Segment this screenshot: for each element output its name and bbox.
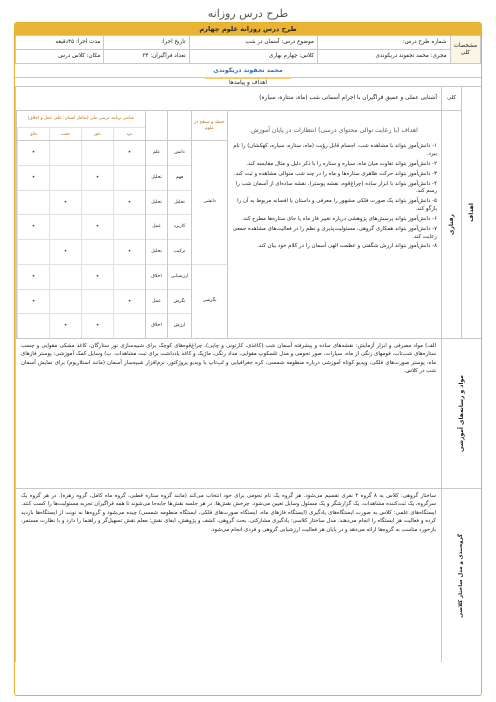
bullet-mark: • xyxy=(17,265,49,289)
behavioral-label: رفتاری xyxy=(447,213,455,236)
side-labels-column xyxy=(441,87,481,662)
domain-group-column xyxy=(191,111,227,338)
domain-cell: تحلیل xyxy=(168,191,191,216)
bullet-mark: • xyxy=(17,141,49,165)
bullet-mark: • xyxy=(49,314,81,338)
domain-cell: فهم xyxy=(168,166,191,191)
objective-item: ۸- دانش‌آموز بتواند ارزش شگفتی و عظمت الهی آسمان را در کلام خود بیان کند. xyxy=(257,243,437,250)
objective-item: ۱- دانش‌آموز بتواند با مشاهده شب، اجسام قابل رؤیت (ماه، ستاره، سیاره، کهکشان) را نام ببرد. xyxy=(233,143,437,158)
classroom-text: ساختار گروهی: کلاس به ۸ گروه ۴ نفری تقسیم می‌شود. هر گروه یک نام نجومی برای خود انتخاب می‌کند (مانند گروه ستاره قطبی، گروه ماه کامل، گروه زهره). در هر گروه یک سرگروه، یک ثبت‌کننده مشاهدات، یک گزارشگر و یک مسئول وسایل تعیین می‌شود. چرخش نقش‌ها: در هر جلسه نقش‌ها جابه‌جا می‌شوند تا همه فراگیران تجربه مسئولیت‌ها را کسب کنند. ایستگاه‌های علمی: کلاس به صورت ایستگاه‌های یادگیری (ایستگاه فازهای ماه، ایستگاه صورت‌های فلکی، ایستگاه منظومه شمسی) چیده می‌شود و گروه‌ها به نوبت از ایستگاه‌ها بازدید کرده و فعالیت هر ایستگاه را انجام می‌دهند. مدل ساختار کلاسی: یادگیری مشارکتی، بحث گروهی، کشف و پژوهش، ایفای نقش؛ معلم نقش تسهیل‌گر و راهنما را دارد و با نظارت مستمر، بازخورد مناسب به گروه‌ها ارائه می‌دهد و در پایان هر فعالیت ارزشیابی گروهی و فردی انجام می‌شود. xyxy=(21,493,436,533)
matrix-row xyxy=(17,265,145,290)
materials-label: مواد و رسانه‌های آموزشی xyxy=(457,375,465,452)
bullet-mark: • xyxy=(81,314,113,338)
grouping-label: گروه‌بندی و مدل ساختار کلاسی xyxy=(458,533,465,618)
bullet-mark: • xyxy=(113,141,145,165)
author-banner xyxy=(15,64,481,77)
objectives-title: اهداف (با رعایت توالی محتوای درسی) انتظارات در پایان آموزش xyxy=(251,127,418,134)
goal-types-cell xyxy=(441,87,461,338)
bullet-mark: • xyxy=(17,215,49,239)
overall-goal-row xyxy=(16,87,441,111)
domain-cell: دانش xyxy=(168,141,191,166)
domain-body xyxy=(168,141,191,338)
level-column xyxy=(145,111,167,338)
domain-cell: ارزش xyxy=(173,323,186,329)
matrix-head xyxy=(17,111,145,141)
overall-label: کلی xyxy=(447,95,456,102)
level-cell: عمل xyxy=(146,215,167,240)
teacher: مجری: محمد نجفوند دریکوندی xyxy=(317,50,450,64)
header-bar: طرح درس روزانه علوم چهارم xyxy=(15,23,481,35)
matrix-subhead: خلق xyxy=(81,128,113,140)
grouping-side-cell xyxy=(441,489,481,662)
matrix-row xyxy=(17,290,145,315)
info-table xyxy=(15,35,481,64)
info-side-label: مشخصات کلی xyxy=(450,36,480,64)
level-cell: تحلیل xyxy=(146,191,167,216)
run-date: تاریخ اجرا: xyxy=(104,36,189,50)
bullet-mark: • xyxy=(113,191,145,215)
learner-count: تعداد فراگیران: ۳۴ xyxy=(104,50,189,64)
matrix-body xyxy=(17,141,145,338)
objectives-text xyxy=(227,111,441,338)
domain-col-head xyxy=(168,111,191,141)
objective-item: ۷- دانش‌آموز بتواند همکاری گروهی، مسئولیت‌پذیری و نظم را در فعالیت‌های مشاهده جمعی رعایت کند. xyxy=(232,225,437,240)
matrix-row xyxy=(17,166,145,191)
domain-cell: نگرش xyxy=(168,290,191,315)
objective-item: ۶- دانش‌آموز بتواند پرسش‌های پژوهشی درباره تغییر فاز ماه یا جای ستاره‌ها مطرح کند. xyxy=(241,215,437,222)
bullet-mark: • xyxy=(49,191,81,215)
overall-label-cell xyxy=(442,87,461,111)
matrix-title: عناصر برنامه درسی ملی (تعامل انسان: علم، عمل و اخلاق) xyxy=(17,111,145,128)
behavioral-label-cell xyxy=(448,111,456,338)
matrix-row xyxy=(17,240,145,265)
class-name: کلاس: چهارم بهاری xyxy=(189,50,317,64)
bullet-mark: • xyxy=(49,240,81,264)
domain-group-cell: دانشی xyxy=(192,141,227,265)
location: مکان: کلاس درس xyxy=(16,50,104,64)
matrix-subhead: خود xyxy=(113,128,145,140)
domain-group-body xyxy=(192,141,227,338)
classroom-structure-block xyxy=(16,489,441,662)
bullet-mark: • xyxy=(81,265,113,289)
level-cell: تحلیل xyxy=(146,240,167,265)
bullet-mark: • xyxy=(113,290,145,314)
goals-label: اهداف xyxy=(467,203,475,222)
materials-text: الف) مواد مصرفی و ابزار آزمایش: نقشه‌های ساده و پیشرفته آسمان شب (کاغذی، کارتونی و چاپی)، چراغ‌قوه‌های کوچک برای شبیه‌سازی نور ستارگان، کاغذ مشکی مقوایی و چسب ستاره‌های شب‌تاب، فومهای رنگی از ماه، سیارات، صور نجومی و مدل تلسکوپ مقوایی، مداد رنگی، ماژیک و کاغذ یادداشت برای ثبت مشاهدات. ب) وسایل کمک آموزشی: پوستر فازهای ماه، پوستر صورت‌های فلکی، ویدیو کوتاه آموزشی درباره منظومه شمسی، کره جغرافیایی و لپ‌تاپ یا ویدیو پروژکتور، نرم‌افزار شبیه‌ساز آسمان (مانند استلاریوم) برای نمایش آسمان شب در کلاس. xyxy=(21,343,436,375)
domain-cell: کاربرد xyxy=(168,215,191,240)
objectives-grid xyxy=(16,111,227,338)
level-cell: علم xyxy=(146,141,167,166)
domain-column xyxy=(167,111,191,338)
materials-label-cell xyxy=(441,339,481,488)
overall-goal-text: آشنایی عملی و عمیق فراگیران با اجرام آسمانی شب (ماه، ستاره، سیاره) xyxy=(259,94,437,101)
bullet-mark: • xyxy=(113,240,145,264)
domain-cell: ترکیب xyxy=(168,240,191,265)
level-cell: تحلیل xyxy=(146,166,167,191)
matrix-row xyxy=(17,215,145,240)
level-col-head xyxy=(146,111,167,141)
matrix-subheads xyxy=(17,128,145,140)
matrix-row xyxy=(17,191,145,216)
level-cell: اخلاق xyxy=(146,265,167,290)
content-column xyxy=(15,87,441,662)
goals-section-head xyxy=(15,77,481,87)
document-title: طرح درس روزانه xyxy=(207,7,289,20)
goals-label-cell xyxy=(461,87,481,338)
bullet-mark: • xyxy=(81,166,113,190)
lesson-plan-frame xyxy=(14,22,482,696)
national-curriculum-matrix xyxy=(16,111,145,338)
domain-cell: ارزشیابی xyxy=(168,265,191,290)
bullet-mark: • xyxy=(81,215,113,239)
matrix-subhead: خالق xyxy=(17,128,49,140)
objective-item: ۲- دانش‌آموز بتواند تفاوت میان ماه، سیاره و ستاره را با ذکر دلیل و مثال مقایسه کند. xyxy=(246,160,437,167)
duration: مدت اجرا: ۴۵دقیقه xyxy=(16,36,104,50)
goals-section-title: اهداف و پیامدها xyxy=(229,80,267,86)
materials-block xyxy=(16,339,441,489)
level-cell: عمل xyxy=(146,290,167,315)
objective-item: ۳- دانش‌آموز بتواند حرکت ظاهری ستاره‌ها و ماه را در چند شب متوالی مشاهده و ثبت کند. xyxy=(233,170,437,177)
main-body xyxy=(15,87,481,662)
materials-side-cell xyxy=(441,339,481,489)
grouping-label-cell xyxy=(441,489,481,662)
matrix-row xyxy=(17,141,145,166)
domain-group-cell: نگرشی xyxy=(202,298,217,304)
bullet-mark: • xyxy=(17,166,49,190)
level-body xyxy=(146,141,167,338)
matrix-row xyxy=(17,314,145,338)
level-cell: اخلاق xyxy=(151,323,162,329)
domain-head: حیطه و سطح در علوم xyxy=(192,111,227,141)
objectives-block xyxy=(16,111,441,339)
objective-item: ۴- دانش‌آموز بتواند با ابزار ساده (چراغ‌قوه، نقشه پوستر)، نقشه ساده‌ای از آسمان شب را رسم کند. xyxy=(235,180,437,195)
objective-item: ۵- دانش‌آموز بتواند یک صورت فلکی مشهور را معرفی و داستان یا افسانه مربوط به آن را بازگو کند. xyxy=(237,198,437,213)
matrix-subhead: خلقت xyxy=(49,128,81,140)
bullet-mark: • xyxy=(17,290,49,314)
plan-number: شماره طرح درس: xyxy=(317,36,450,50)
goals-side-cell xyxy=(441,87,481,339)
lesson-topic: موضوع درس: آسمان در شب xyxy=(189,36,317,50)
author-name: محمد نجفوند دریکوندی xyxy=(205,64,290,79)
